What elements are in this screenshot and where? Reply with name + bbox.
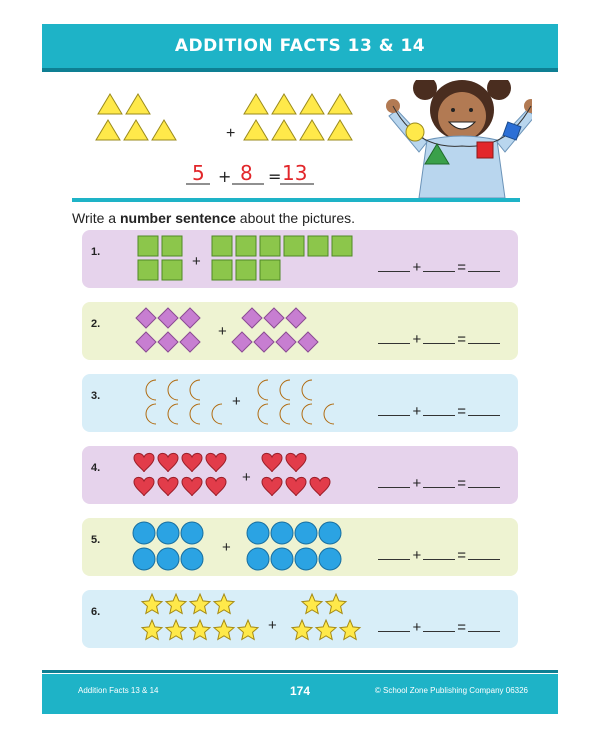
problem-5 bbox=[82, 518, 518, 576]
answer-blank-addend-b[interactable] bbox=[423, 486, 455, 488]
problem-4 bbox=[82, 446, 518, 504]
answer-blank-sum[interactable] bbox=[468, 342, 500, 344]
footer-copyright: © School Zone Publishing Company 06326 bbox=[374, 686, 528, 695]
intro-plus-sign: + bbox=[226, 125, 236, 142]
answer-blank-addend-b[interactable] bbox=[423, 270, 455, 272]
answer-line[interactable]: + = bbox=[378, 331, 500, 348]
example-addend-a: 5 bbox=[192, 161, 205, 185]
example-addend-b: 8 bbox=[240, 161, 253, 185]
instructions: Write a number sentence about the pictures. bbox=[72, 210, 355, 226]
problem-2-pictures bbox=[82, 302, 362, 360]
worksheet-page bbox=[42, 10, 558, 728]
svg-text:+: + bbox=[222, 539, 231, 556]
triangle-group-8 bbox=[244, 94, 352, 140]
answer-line[interactable]: + = bbox=[378, 619, 500, 636]
answer-line[interactable]: + = bbox=[378, 259, 500, 276]
problem-6 bbox=[82, 590, 518, 648]
problem-2 bbox=[82, 302, 518, 360]
problem-3-pictures bbox=[82, 374, 382, 432]
svg-text:+: + bbox=[242, 469, 251, 486]
page-title: ADDITION FACTS 13 & 14 bbox=[174, 36, 426, 56]
answer-blank-addend-a[interactable] bbox=[378, 342, 410, 344]
problem-number: 3. bbox=[91, 390, 101, 402]
intro-example-illustration bbox=[92, 80, 532, 198]
answer-blank-addend-b[interactable] bbox=[423, 414, 455, 416]
problem-6-pictures bbox=[82, 590, 392, 648]
problem-number: 6. bbox=[91, 606, 101, 618]
answer-blank-sum[interactable] bbox=[468, 486, 500, 488]
answer-blank-addend-b[interactable] bbox=[423, 630, 455, 632]
footer-title: Addition Facts 13 & 14 bbox=[78, 686, 159, 695]
example-sum: 13 bbox=[282, 161, 308, 185]
answer-blank-addend-b[interactable] bbox=[423, 342, 455, 344]
problem-number: 2. bbox=[91, 318, 101, 330]
answer-blank-addend-b[interactable] bbox=[423, 558, 455, 560]
answer-blank-addend-a[interactable] bbox=[378, 414, 410, 416]
problem-number: 5. bbox=[91, 534, 101, 546]
answer-line[interactable]: + = bbox=[378, 403, 500, 420]
problem-1 bbox=[82, 230, 518, 288]
banner-stripe bbox=[42, 68, 558, 72]
answer-blank-addend-a[interactable] bbox=[378, 270, 410, 272]
footer-stripe bbox=[42, 670, 558, 673]
problem-5-pictures bbox=[82, 518, 382, 576]
answer-blank-sum[interactable] bbox=[468, 630, 500, 632]
girl-illustration bbox=[386, 80, 532, 198]
svg-text:+: + bbox=[192, 253, 201, 270]
answer-line[interactable]: + = bbox=[378, 475, 500, 492]
answer-blank-addend-a[interactable] bbox=[378, 486, 410, 488]
svg-text:+: + bbox=[232, 393, 241, 410]
page-number: 174 bbox=[289, 684, 311, 698]
triangle-group-5 bbox=[96, 94, 176, 140]
section-divider bbox=[72, 198, 520, 202]
answer-line[interactable]: + = bbox=[378, 547, 500, 564]
example-plus: + bbox=[218, 167, 232, 186]
problem-4-pictures bbox=[82, 446, 382, 504]
svg-text:+: + bbox=[218, 323, 227, 340]
example-equals: = bbox=[268, 167, 282, 186]
problem-number: 1. bbox=[91, 246, 101, 258]
problem-number: 4. bbox=[91, 462, 101, 474]
answer-blank-addend-a[interactable] bbox=[378, 558, 410, 560]
answer-blank-sum[interactable] bbox=[468, 558, 500, 560]
problem-3 bbox=[82, 374, 518, 432]
answer-blank-sum[interactable] bbox=[468, 414, 500, 416]
answer-blank-addend-a[interactable] bbox=[378, 630, 410, 632]
answer-blank-sum[interactable] bbox=[468, 270, 500, 272]
svg-text:+: + bbox=[268, 617, 277, 634]
example-number-sentence bbox=[186, 161, 314, 186]
problem-1-pictures bbox=[82, 230, 362, 288]
